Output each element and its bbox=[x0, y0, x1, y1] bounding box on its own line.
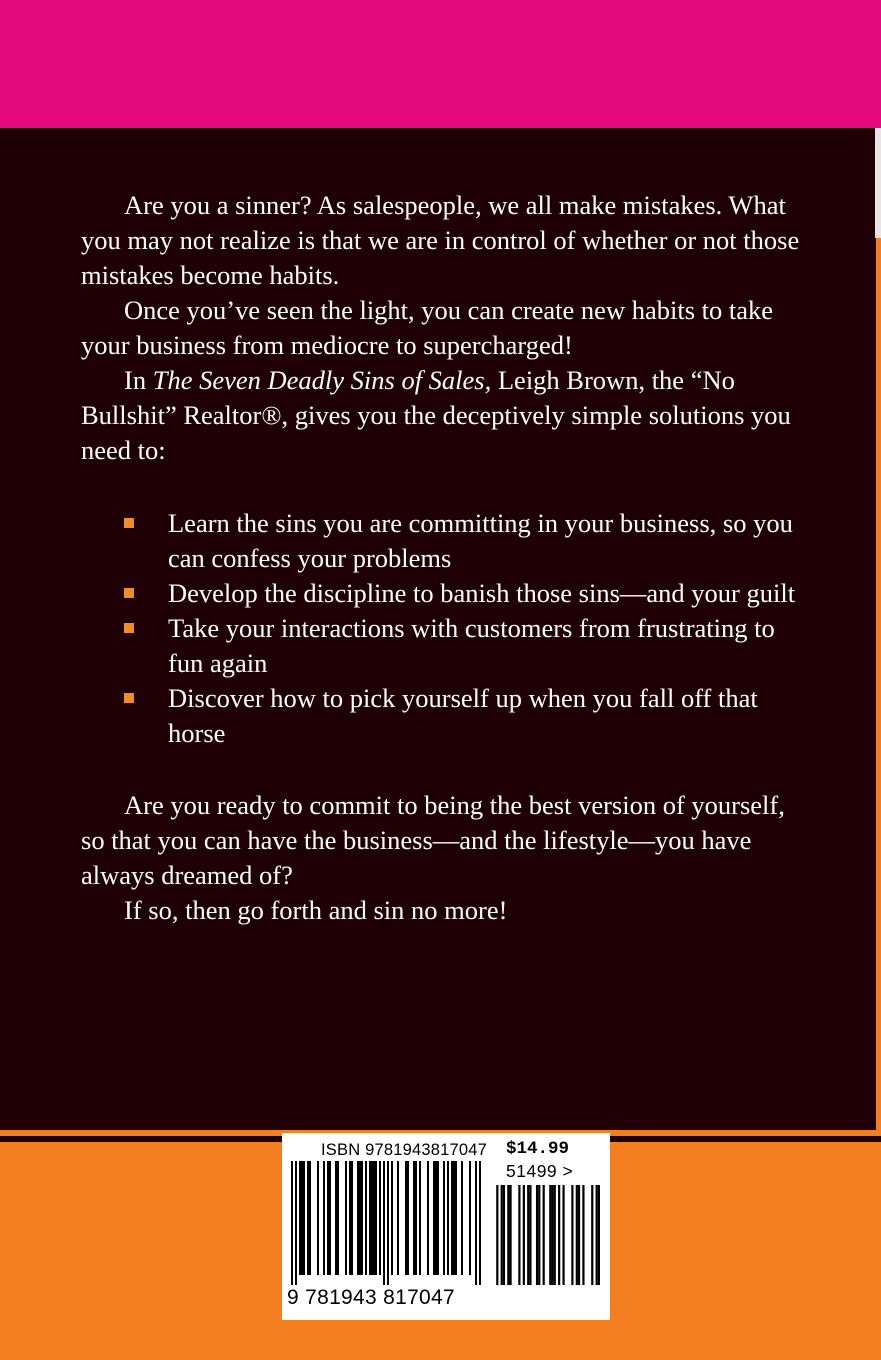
addon-bar bbox=[518, 1185, 520, 1285]
addon-bar bbox=[596, 1185, 598, 1285]
addon-bar bbox=[509, 1185, 511, 1285]
ean-bar bbox=[359, 1161, 361, 1275]
addon-bar bbox=[578, 1185, 580, 1285]
isbn-digits: 9 781943 817047 bbox=[287, 1286, 455, 1309]
addon-bar bbox=[503, 1185, 505, 1285]
addon-bar bbox=[558, 1185, 560, 1285]
ean-bar bbox=[455, 1161, 457, 1275]
ean-bar bbox=[379, 1161, 381, 1275]
ean-bar bbox=[453, 1161, 455, 1275]
ean-bar bbox=[407, 1161, 409, 1275]
ean-bar bbox=[373, 1161, 375, 1275]
ean-bar bbox=[475, 1161, 477, 1285]
ean-bar bbox=[329, 1161, 331, 1275]
addon-bar bbox=[554, 1185, 556, 1285]
ean-bar bbox=[317, 1161, 319, 1275]
addon-bar bbox=[523, 1185, 525, 1285]
ean-bar bbox=[427, 1161, 429, 1275]
ean-bar bbox=[437, 1161, 439, 1275]
addon-bar bbox=[576, 1185, 578, 1285]
ean-bar bbox=[351, 1161, 353, 1275]
addon-bar bbox=[571, 1185, 573, 1285]
addon-bar bbox=[507, 1185, 509, 1285]
blurb-paragraph-2: Once you’ve seen the light, you can create new habits to take your business from mediocre to supercharged! bbox=[81, 295, 774, 360]
ean-bar bbox=[375, 1161, 377, 1275]
ean-bar bbox=[361, 1161, 363, 1275]
addon-bar bbox=[543, 1185, 545, 1285]
ean-bar bbox=[419, 1161, 421, 1275]
blurb-paragraph-3-prefix: In bbox=[124, 365, 153, 395]
top-color-band bbox=[0, 0, 881, 128]
barcode-panel bbox=[282, 1133, 610, 1320]
addon-bar bbox=[598, 1185, 600, 1285]
square-bullet-icon bbox=[124, 518, 134, 528]
ean-bar bbox=[469, 1161, 471, 1275]
ean-bar bbox=[413, 1161, 415, 1275]
ean-bar bbox=[435, 1161, 437, 1275]
ean-bar bbox=[405, 1161, 407, 1275]
blurb-paragraph-3 bbox=[81, 363, 811, 468]
ean-bar bbox=[307, 1161, 309, 1275]
price-addon-barcode bbox=[494, 1185, 600, 1285]
addon-bar bbox=[582, 1185, 584, 1285]
ean-bar bbox=[335, 1161, 337, 1275]
book-title: The Seven Deadly Sins of Sales, bbox=[152, 365, 492, 395]
list-item bbox=[168, 681, 811, 751]
addon-bar bbox=[501, 1185, 503, 1285]
addon-bar bbox=[549, 1185, 551, 1285]
ean-bar bbox=[365, 1161, 367, 1275]
blurb-paragraph-4: Are you ready to commit to being the best version of yourself, so that you can have the business—and the lifestyle—you have always dreamed of? bbox=[81, 790, 785, 890]
ean-bar bbox=[299, 1161, 301, 1275]
ean-bar bbox=[391, 1161, 393, 1275]
back-cover-blurb bbox=[81, 188, 811, 928]
ean-bar bbox=[303, 1161, 305, 1275]
list-item bbox=[168, 506, 811, 576]
ean-bar bbox=[383, 1161, 385, 1285]
ean-bar bbox=[447, 1161, 449, 1275]
ean-bar bbox=[327, 1161, 329, 1275]
ean-bar bbox=[309, 1161, 311, 1275]
ean-bar bbox=[451, 1161, 453, 1275]
list-item-text: Learn the sins you are committing in your business, so you can confess your problems bbox=[168, 508, 793, 573]
price-label: $14.99 bbox=[506, 1139, 570, 1159]
ean-bar bbox=[443, 1161, 445, 1275]
ean-bar bbox=[295, 1161, 297, 1285]
ean-bar bbox=[301, 1161, 303, 1275]
addon-bar bbox=[496, 1185, 498, 1285]
list-item-text: Discover how to pick yourself up when you fall off that horse bbox=[168, 683, 758, 748]
ean-bar bbox=[337, 1161, 339, 1275]
ean-bar bbox=[479, 1161, 481, 1285]
benefit-list bbox=[81, 506, 811, 751]
ean-bar bbox=[397, 1161, 399, 1275]
list-item-text: Take your interactions with customers from frustrating to fun again bbox=[168, 613, 775, 678]
isbn-label: ISBN 9781943817047 bbox=[321, 1141, 487, 1159]
ean-bar bbox=[345, 1161, 347, 1275]
addon-bar bbox=[538, 1185, 540, 1285]
addon-bar bbox=[551, 1185, 553, 1285]
blurb-paragraph-1: Are you a sinner? As salespeople, we all make mistakes. What you may not realize is that we are in control of whether or not those mistakes become habits. bbox=[81, 190, 800, 290]
ean-bar bbox=[433, 1161, 435, 1275]
addon-bar bbox=[591, 1185, 593, 1285]
price-addon-code: 51499 > bbox=[506, 1161, 574, 1181]
addon-bar bbox=[529, 1185, 531, 1285]
ean-bar bbox=[349, 1161, 351, 1275]
blurb-paragraph-5: If so, then go forth and sin no more! bbox=[124, 895, 508, 925]
ean-bar bbox=[369, 1161, 371, 1275]
ean-barcode bbox=[291, 1161, 481, 1285]
list-item bbox=[168, 576, 811, 611]
ean-bar bbox=[387, 1161, 389, 1285]
list-item bbox=[168, 611, 811, 681]
square-bullet-icon bbox=[124, 623, 134, 633]
ean-bar bbox=[461, 1161, 463, 1275]
square-bullet-icon bbox=[124, 588, 134, 598]
addon-bar bbox=[536, 1185, 538, 1285]
ean-bar bbox=[357, 1161, 359, 1275]
addon-bar bbox=[527, 1185, 529, 1285]
ean-bar bbox=[415, 1161, 417, 1275]
list-item-text: Develop the discipline to banish those sins—and your guilt bbox=[168, 578, 796, 608]
addon-bar bbox=[562, 1185, 564, 1285]
ean-bar bbox=[323, 1161, 325, 1275]
ean-bar bbox=[371, 1161, 373, 1275]
spine-edge bbox=[875, 128, 881, 238]
ean-bar bbox=[291, 1161, 293, 1285]
square-bullet-icon bbox=[124, 693, 134, 703]
blurb-paragraph-3-suffix: Leigh Brown, the “No Bullshit” Realtor®, gives you the deceptively simple solutions you need to: bbox=[81, 365, 791, 465]
